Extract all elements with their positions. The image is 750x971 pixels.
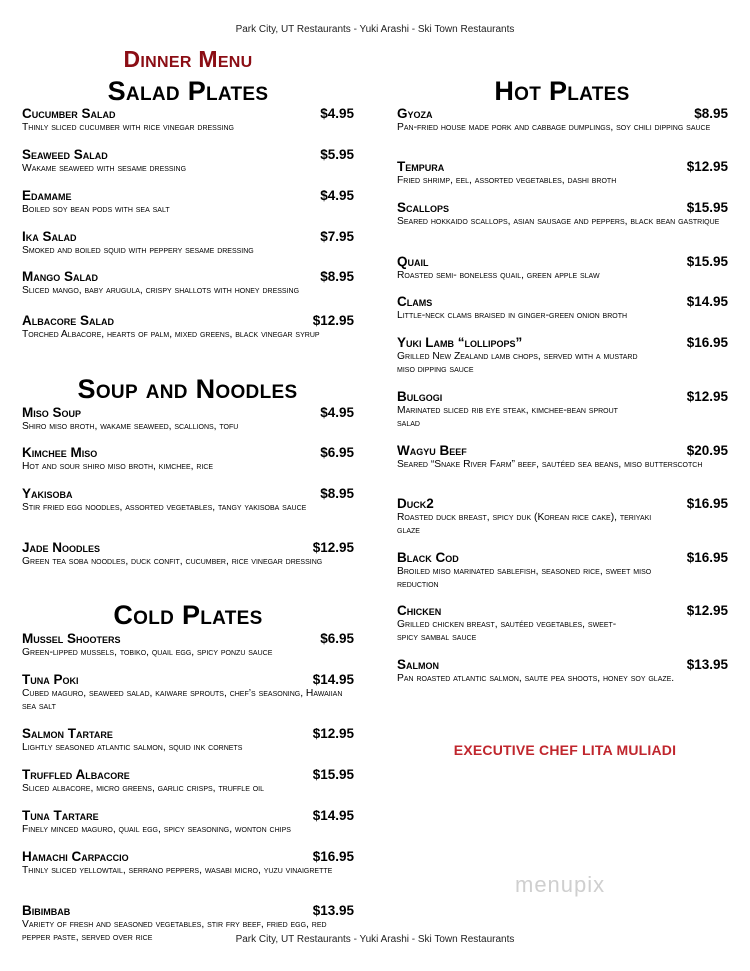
item-price: $7.95 <box>320 229 354 244</box>
menu-item <box>22 147 354 176</box>
page-header: Park City, UT Restaurants - Yuki Arashi - Ski Town Restaurants <box>235 24 515 35</box>
item-price: $13.95 <box>312 903 354 918</box>
item-price: $8.95 <box>694 106 728 121</box>
item-name: Yakisoba <box>22 486 73 501</box>
item-name: Bibimbab <box>22 903 71 918</box>
item-description: Green-lipped mussels, tobiko, quail egg, spicy ponzu sauce <box>22 647 273 658</box>
item-description: Little-neck clams braised in ginger-green onion broth <box>397 310 628 321</box>
item-name: Seaweed Salad <box>22 147 108 162</box>
item-description: Marinated sliced rib eye steak, kimchee-bean sprout salad <box>397 405 618 429</box>
salad-plates-heading: Salad Plates <box>107 76 269 106</box>
menu-item <box>397 294 728 323</box>
item-name: Mussel Shooters <box>22 631 121 646</box>
item-description: Wakame seaweed with sesame dressing <box>22 163 187 174</box>
item-price: $6.95 <box>320 445 354 460</box>
item-description: Smoked and boiled squid with peppery sesame dressing <box>22 245 254 256</box>
item-name: Duck2 <box>397 496 434 511</box>
menu-item <box>397 254 728 283</box>
menu-item <box>22 269 354 298</box>
menu-item <box>397 389 728 430</box>
item-price: $8.95 <box>320 486 354 501</box>
menu-item <box>397 603 728 644</box>
item-description: Lightly seasoned atlantic salmon, squid ink cornets <box>22 742 243 753</box>
item-name: Wagyu Beef <box>397 443 467 458</box>
item-description: Shiro miso broth, wakame seaweed, scallions, tofu <box>22 421 239 432</box>
item-name: Salmon Tartare <box>22 726 113 741</box>
item-price: $15.95 <box>686 200 728 215</box>
item-description: Broiled miso marinated sablefish, seasoned rice, sweet miso reduction <box>397 566 652 590</box>
item-price: $16.95 <box>686 335 728 350</box>
item-name: Gyoza <box>397 106 433 121</box>
menu-item <box>22 672 354 713</box>
item-description: Torched Albacore, hearts of palm, mixed greens, black vinegar syrup <box>22 329 320 340</box>
menu-item <box>22 106 354 135</box>
item-description: Finely minced maguro, quail egg, spicy seasoning, wonton chips <box>22 824 291 835</box>
item-price: $12.95 <box>312 540 354 555</box>
item-description: Cubed maguro, seaweed salad, kaiware sprouts, chef’s seasoning, Hawaiian sea salt <box>22 688 343 712</box>
menu-item <box>22 445 354 474</box>
item-description: Variety of fresh and seasoned vegetables, stir fry beef, fried egg, red pepper paste, served over rice <box>22 919 327 943</box>
item-description: Pan-fried house made pork and cabbage dumplings, soy chili dipping sauce <box>397 122 711 133</box>
item-name: Clams <box>397 294 433 309</box>
item-price: $5.95 <box>320 147 354 162</box>
cold-plates-heading: Cold Plates <box>113 600 263 630</box>
item-price: $13.95 <box>686 657 728 672</box>
item-name: Bulgogi <box>397 389 443 404</box>
item-price: $14.95 <box>686 294 728 309</box>
item-name: Albacore Salad <box>22 313 114 328</box>
item-description: Stir fried egg noodles, assorted vegetables, tangy yakisoba sauce <box>22 502 307 513</box>
soup-noodles-heading: Soup and Noodles <box>77 374 298 404</box>
menu-item <box>397 106 728 135</box>
item-name: Ika Salad <box>22 229 77 244</box>
item-price: $8.95 <box>320 269 354 284</box>
item-price: $12.95 <box>686 389 728 404</box>
hot-plates-heading: Hot Plates <box>494 76 630 106</box>
menu-item <box>397 200 728 229</box>
item-price: $20.95 <box>686 443 728 458</box>
item-name: Mango Salad <box>22 269 98 284</box>
item-description: Grilled chicken breast, sautéed vegetables, sweet-spicy sambal sauce <box>397 619 617 643</box>
item-description: Sliced albacore, micro greens, garlic crisps, truffle oil <box>22 783 265 794</box>
menu-item <box>22 767 354 796</box>
menu-item <box>22 486 354 515</box>
menu-item <box>22 229 354 258</box>
item-price: $16.95 <box>686 496 728 511</box>
menu-item <box>397 496 728 537</box>
item-description: Green tea soba noodles, duck confit, cucumber, rice vinegar dressing <box>22 556 323 567</box>
menu-title: Dinner Menu <box>123 46 253 72</box>
item-price: $12.95 <box>686 603 728 618</box>
item-name: Quail <box>397 254 429 269</box>
item-price: $12.95 <box>686 159 728 174</box>
item-price: $4.95 <box>320 188 354 203</box>
menu-item <box>397 159 728 188</box>
item-description: Fried shrimp, eel, assorted vegetables, dashi broth <box>397 175 617 186</box>
menu-item <box>22 849 354 878</box>
item-name: Hamachi Carpaccio <box>22 849 129 864</box>
menu-item <box>397 657 728 686</box>
menu-item <box>22 808 354 837</box>
item-name: Cucumber Salad <box>22 106 116 121</box>
menu-item <box>397 550 728 591</box>
page-footer: Park City, UT Restaurants - Yuki Arashi - Ski Town Restaurants <box>235 934 515 945</box>
menupix-watermark: menupix <box>515 872 606 897</box>
item-name: Yuki Lamb “lollipops” <box>397 335 523 350</box>
item-price: $14.95 <box>312 672 354 687</box>
menu-item <box>22 405 354 434</box>
item-price: $14.95 <box>312 808 354 823</box>
item-description: Seared hokkaido scallops, asian sausage and peppers, black bean gastrique <box>397 216 720 227</box>
item-description: Pan roasted atlantic salmon, saute pea shoots, honey soy glaze. <box>397 673 675 684</box>
item-name: Scallops <box>397 200 450 215</box>
item-description: Seared “Snake River Farm” beef, sautéed sea beans, miso butterscotch <box>397 459 703 470</box>
item-description: Grilled New Zealand lamb chops, served with a mustard miso dipping sauce <box>397 351 638 375</box>
item-name: Miso Soup <box>22 405 82 420</box>
executive-chef-credit: EXECUTIVE CHEF LITA MULIADI <box>453 742 677 758</box>
item-price: $4.95 <box>320 405 354 420</box>
menu-item <box>397 443 728 472</box>
item-price: $4.95 <box>320 106 354 121</box>
menu-item <box>22 540 354 569</box>
item-name: Tuna Tartare <box>22 808 99 823</box>
item-price: $16.95 <box>686 550 728 565</box>
item-price: $12.95 <box>312 726 354 741</box>
item-price: $15.95 <box>312 767 354 782</box>
menu-item <box>22 726 354 755</box>
item-name: Chicken <box>397 603 442 618</box>
item-name: Salmon <box>397 657 439 672</box>
item-description: Thinly sliced yellowtail, serrano peppers, wasabi micro, yuzu vinaigrette <box>22 865 333 876</box>
item-name: Edamame <box>22 188 72 203</box>
menu-item <box>22 188 354 217</box>
menu-item <box>397 335 728 376</box>
menu-item <box>22 631 354 660</box>
item-description: Hot and sour shiro miso broth, kimchee, rice <box>22 461 214 472</box>
item-name: Black Cod <box>397 550 459 565</box>
item-description: Thinly sliced cucumber with rice vinegar dressing <box>22 122 234 133</box>
item-description: Boiled soy bean pods with sea salt <box>22 204 170 215</box>
item-name: Tempura <box>397 159 445 174</box>
item-price: $6.95 <box>320 631 354 646</box>
item-name: Truffled Albacore <box>22 767 130 782</box>
item-price: $16.95 <box>312 849 354 864</box>
item-description: Roasted semi- boneless quail, green apple slaw <box>397 270 600 281</box>
item-name: Kimchee Miso <box>22 445 98 460</box>
item-name: Tuna Poki <box>22 672 79 687</box>
item-name: Jade Noodles <box>22 540 101 555</box>
menu-item <box>22 313 354 342</box>
item-price: $12.95 <box>312 313 354 328</box>
item-price: $15.95 <box>686 254 728 269</box>
item-description: Roasted duck breast, spicy duk (Korean rice cake), teriyaki glaze <box>397 512 652 536</box>
item-description: Sliced mango, baby arugula, crispy shallots with honey dressing <box>22 285 300 296</box>
